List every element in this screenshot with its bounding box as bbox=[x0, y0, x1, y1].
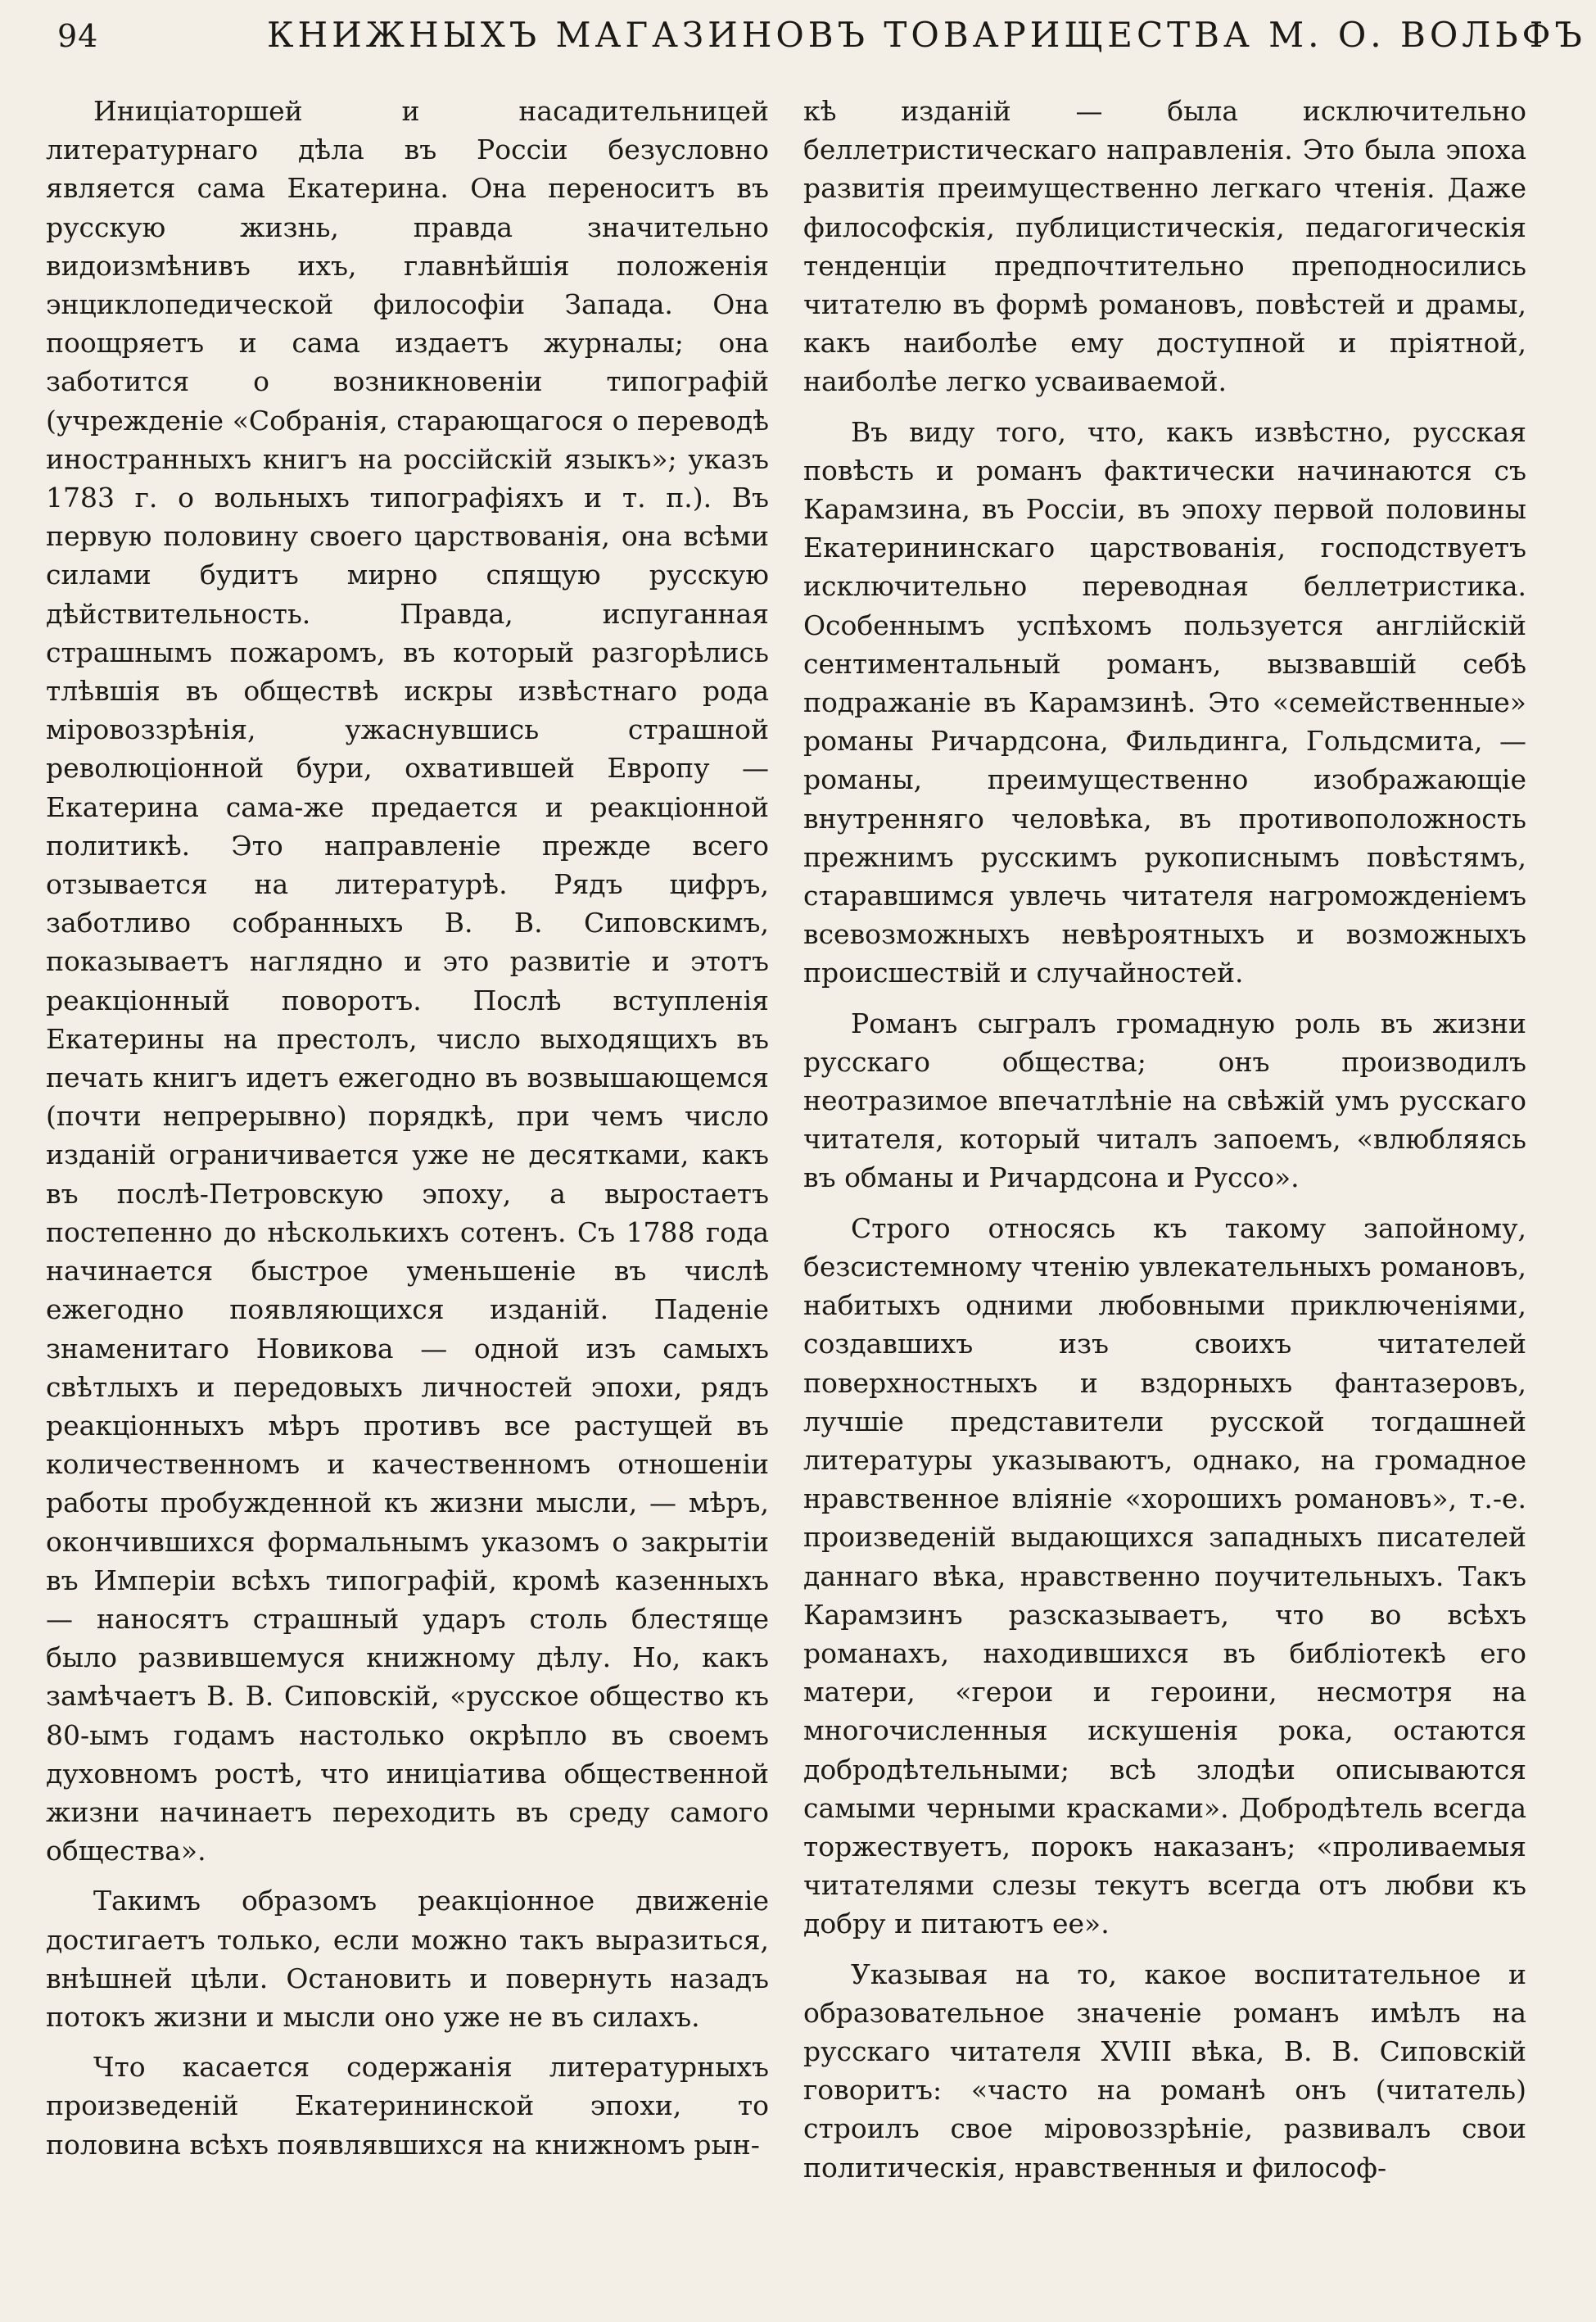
paragraph: Иниціаторшей и насадительницей литературнаго дѣла въ Россіи безусловно является сама Екатерина. Она переноситъ въ русскую жизнь, правда значительно видоизмѣнивъ ихъ, главнѣйшія положенія энциклопедической философіи Запада. Она поощряетъ и сама издаетъ журналы; она заботится о возникновеніи типографій (учрежденіе «Собранія, старающагося о переводѣ иностранныхъ книгъ на россійскій языкъ»; указъ 1783 г. о вольныхъ типографіяхъ и т. п.). Въ первую половину своего царствованія, она всѣми силами будитъ мирно спящую русскую дѣйствительность. Правда, испуганная страшнымъ пожаромъ, въ который разгорѣлись тлѣвшія въ обществѣ искры извѣстнаго рода міровоззрѣнія, ужаснувшись страшной революціонной бури, охватившей Европу — Екатерина сама-же предается и реакціонной политикѣ. Это направленіе прежде всего отзывается на литературѣ. Рядъ цифръ, заботливо собранныхъ В. В. Сиповскимъ, показываетъ наглядно и это развитіе и этотъ реакціонный поворотъ. Послѣ вступленія Екатерины на престолъ, число выходящихъ въ печать книгъ идетъ ежегодно въ возвышающемся (почти непрерывно) порядкѣ, при чемъ число изданій ограничивается уже не десятками, какъ въ послѣ-Петровскую эпоху, а выростаетъ постепенно до нѣсколькихъ сотенъ. Съ 1788 года начинается быстрое уменьшеніе въ числѣ ежегодно появляющихся изданій. Паденіе знаменитаго Новикова — одной изъ самыхъ свѣтлыхъ и передовыхъ личностей эпохи, рядъ реакціонныхъ мѣръ противъ все растущей въ количественномъ и качественномъ отношеніи работы пробужденной къ жизни мысли, — мѣръ, окончившихся формальнымъ указомъ о закрытіи въ Имперіи всѣхъ типографій, кромѣ казенныхъ — наносятъ страшный ударъ столь блестяще было развившемуся книжному дѣлу. Но, какъ замѣчаетъ В. В. Сиповскій, «русское общество къ 80-ымъ годамъ настолько окрѣпло въ своемъ духовномъ ростѣ, что иниціатива общественной жизни начинаетъ переходить въ среду самого общества». bbox=[46, 95, 769, 1867]
page-number: 94 bbox=[57, 18, 99, 54]
paragraph: Указывая на то, какое воспитательное и образовательное значеніе романъ имѣлъ на русскаго читателя XVIII вѣка, В. В. Сиповскій говоритъ: «часто на романѣ онъ (читатель) строилъ свое міровоззрѣніе, развивалъ свои политическія, нравственныя и философ- bbox=[803, 1958, 1526, 2184]
left-column bbox=[46, 92, 769, 2273]
paragraph: Такимъ образомъ реакціонное движеніе достигаетъ только, если можно такъ выразиться, внѣшней цѣли. Остановить и повернуть назадъ потокъ жизни и мысли оно уже не въ силахъ. bbox=[46, 1885, 769, 2033]
text-columns bbox=[46, 92, 1550, 2273]
running-head bbox=[46, 8, 1586, 57]
paragraph-continued: кѣ изданій — была исключительно беллетристическаго направленія. Это была эпоха развитія преимущественно легкаго чтенія. Даже философскія, публицистическія, педагогическія тенденціи предпочтительно преподносились читателю въ формѣ романовъ, повѣстей и драмы, какъ наиболѣе ему доступной и пріятной, наиболѣе легко усваиваемой. bbox=[803, 95, 1526, 398]
right-column bbox=[803, 92, 1526, 2273]
running-title: КНИЖНЫХЪ МАГАЗИНОВЪ ТОВАРИЩЕСТВА М. О. ВОЛЬФЪ bbox=[267, 15, 1586, 55]
paragraph: Что касается содержанія литературныхъ произведеній Екатерининской эпохи, то половина всѣхъ появлявшихся на книжномъ рын- bbox=[46, 2051, 769, 2161]
paragraph: Въ виду того, что, какъ извѣстно, русская повѣсть и романъ фактически начинаются съ Карамзина, въ Россіи, въ эпоху первой половины Екатерининскаго царствованія, господствуетъ исключительно переводная беллетристика. Особеннымъ успѣхомъ пользуется англійскій сентиментальный романъ, вызвавшій себѣ подражаніе въ Карамзинѣ. Это «семейственные» романы Ричардсона, Фильдинга, Гольдсмита, — романы, преимущественно изображающіе внутренняго человѣка, въ противоположность прежнимъ русскимъ рукописнымъ повѣстямъ, старавшимся увлечь читателя нагроможденіемъ всевозможныхъ невѣроятныхъ и возможныхъ происшествій и случайностей. bbox=[803, 415, 1526, 989]
paragraph: Романъ сыгралъ громадную роль въ жизни русскаго общества; онъ производилъ неотразимое впечатлѣніе на свѣжій умъ русскаго читателя, который читалъ запоемъ, «влюбляясь въ обманы и Ричардсона и Руссо». bbox=[803, 1007, 1526, 1194]
paragraph: Строго относясь къ такому запойному, безсистемному чтенію увлекательныхъ романовъ, набитыхъ одними любовными приключеніями, создавшихъ изъ своихъ читателей поверхностныхъ и вздорныхъ фантазеровъ, лучшіе представители русской тогдашней литературы указываютъ, однако, на громадное нравственное вліяніе «хорошихъ романовъ», т.-е. произведеній выдающихся западныхъ писателей даннаго вѣка, нравственно поучительныхъ. Такъ Карамзинъ разсказываетъ, что во всѣхъ романахъ, находившихся въ библіотекѣ его матери, «герои и героини, несмотря на многочисленныя искушенія рока, остаются добродѣтельными; всѣ злодѣи описываются самыми черными красками». Добродѣтель всегда торжествуетъ, порокъ наказанъ; «проливаемыя читателями слезы текутъ всегда отъ любви къ добру и питаютъ ее». bbox=[803, 1211, 1526, 1940]
